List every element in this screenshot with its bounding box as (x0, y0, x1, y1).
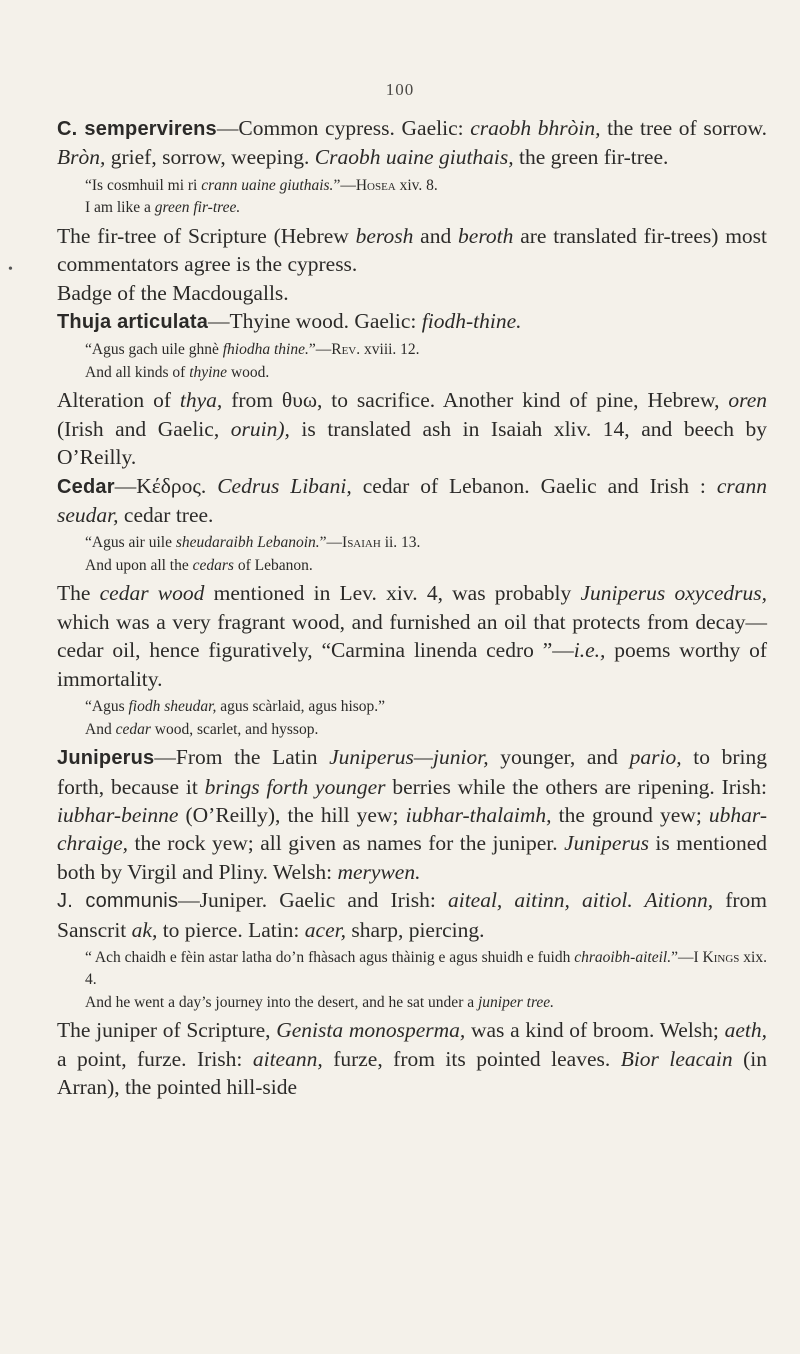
quotation-quote-agus (85, 696, 767, 741)
italic-term: cedar wood (99, 581, 205, 606)
text-run: was a kind of broom. Welsh; (465, 1018, 725, 1043)
text-run: are translated fir-trees) most commentators agree is the cypress. (57, 223, 768, 277)
quotation-quote-kings (85, 947, 767, 1015)
citation-book: Hosea (355, 176, 396, 194)
text-run: berries while the others are ripening. Irish: (385, 774, 767, 799)
italic-term: ubhar-chraige, (57, 802, 768, 856)
text-run: —Common cypress. Gaelic: (216, 116, 471, 140)
citation-book: Isaiah (342, 534, 381, 552)
text-run: ”—I (671, 948, 703, 966)
paragraph-fir-tree (57, 222, 767, 307)
italic-term: oren (728, 388, 768, 413)
text-run: xviii. 12. (360, 341, 420, 359)
italic-term: Juniperus oxycedrus, (580, 581, 767, 606)
text-run: (O’Reilly), the hill yew; (178, 802, 406, 827)
italic-term: iubhar-beinne (57, 802, 179, 827)
italic-term: fhiodha thine. (222, 341, 309, 359)
text-run: a point, furze. Irish: (57, 1046, 253, 1071)
text-run: the green fir-tree. (513, 145, 669, 170)
text-run: —Juniper. Gaelic and Irish: (178, 888, 448, 913)
text-run: cedar tree. (118, 503, 214, 528)
text-run: “Agus (85, 698, 129, 716)
text-run: And he went a day’s journey into the desert, and he sat under a (85, 993, 478, 1011)
text-run: The (57, 581, 100, 606)
italic-term: Bior leacain (620, 1046, 733, 1071)
text-run: mentioned in Lev. xiv. 4, was probably (204, 581, 581, 606)
paragraph-j-communis (57, 886, 767, 944)
citation-book: Rev. (331, 341, 361, 359)
paragraph-alteration (57, 386, 767, 471)
text-run: xix. 4. (85, 948, 767, 989)
page-body (57, 114, 767, 1102)
entry-heading: Thuja articulata (57, 311, 209, 334)
text-run: “ Ach chaidh e fèin astar latha do’n fhàsach agus thàinig e agus shuidh e fuidh (85, 948, 575, 966)
text-run: ”— (333, 176, 356, 194)
quotation-quote-isaiah (85, 532, 767, 577)
entry-heading: J. communis (57, 890, 179, 913)
text-run: to bring forth, because it (57, 745, 768, 799)
entry-heading: C. sempervirens (57, 118, 217, 140)
text-run: younger, and (488, 745, 630, 770)
text-run: —From the Latin (154, 745, 330, 770)
italic-term: fiodh sheudar, (128, 698, 217, 716)
italic-term: merywen. (337, 859, 421, 884)
text-run: xiv. 8. (395, 176, 438, 194)
italic-term: aeth, (724, 1018, 768, 1043)
text-run: ”— (308, 341, 332, 359)
text-run: the ground yew; (551, 802, 709, 827)
entry-heading: Juniperus (57, 747, 155, 770)
text-run: and (413, 223, 459, 248)
italic-term: thya, (179, 388, 223, 413)
text-run: (Irish and Gaelic, (57, 416, 231, 441)
italic-term: Craobh uaine giuthais, (314, 145, 514, 170)
text-run: “Is cosmhuil mi ri (85, 176, 202, 194)
italic-term: craobh bhròin, (470, 116, 601, 140)
quotation-quote-hosea (85, 175, 767, 220)
text-run: furze, from its pointed leaves. (322, 1046, 621, 1071)
text-run: agus scàrlaid, agus hisop.” (216, 698, 386, 716)
text-run: Alteration of (57, 388, 180, 413)
text-run: the rock yew; all given as names for the juniper. (128, 831, 565, 856)
italic-term: i.e., (573, 638, 606, 663)
italic-term: berosh (355, 223, 414, 248)
text-run: from Sanscrit (57, 888, 768, 942)
italic-term: thyine (189, 363, 228, 381)
italic-term: pario, (629, 745, 682, 770)
italic-term: cedars (192, 556, 234, 574)
text-run: And (85, 720, 116, 738)
text-run: grief, sorrow, weeping. (105, 145, 315, 170)
italic-term: green fir-tree. (154, 199, 241, 217)
paragraph-juniperus (57, 743, 767, 886)
citation-book: Kings (702, 948, 740, 966)
italic-term: beroth (458, 223, 514, 248)
italic-term: iubhar-thalaimh, (405, 802, 552, 827)
italic-term: brings forth younger (204, 774, 386, 799)
italic-term: crann seudar, (57, 473, 767, 528)
italic-term: cedar (115, 720, 151, 738)
paragraph-cedar (57, 472, 767, 530)
quotation-quote-rev (85, 339, 767, 384)
text-run: which was a very fragrant wood, and furnished an oil that protects from decay—cedar oil, hence figuratively, “Carmina linenda cedro ”— (57, 609, 767, 663)
italic-term: ak, (131, 917, 158, 942)
text-run: The juniper of Scripture, (57, 1018, 277, 1043)
text-run: I am like a (85, 199, 155, 217)
paragraph-c-sempervirens (57, 114, 767, 172)
text-run: And all kinds of (85, 363, 190, 381)
text-run: wood. (227, 363, 270, 381)
text-run: wood, scarlet, and hyssop. (150, 720, 319, 738)
text-run: ”— (319, 534, 343, 552)
text-run: —Κέδρος. (114, 473, 218, 498)
italic-term: Cedrus Libani, (217, 473, 352, 498)
text-run: (in Arran), the pointed hill-side (57, 1046, 767, 1100)
text-run: is mentioned both by Virgil and Pliny. Welsh: (57, 831, 767, 884)
italic-term: aiteann, (252, 1046, 323, 1071)
text-run: sharp, piercing. (346, 917, 485, 942)
italic-term: Bròn, (57, 145, 106, 170)
italic-term: juniper tree. (477, 993, 555, 1011)
text-run: The fir-tree of Scripture (Hebrew (57, 223, 356, 248)
paragraph-cedar-wood (57, 579, 767, 693)
text-run: is translated ash in Isaiah xliv. 14, and beech by O’Reilly. (57, 416, 767, 470)
text-run: cedar of Lebanon. Gaelic and Irish : (351, 473, 717, 498)
text-run: poems worthy of immortality. (57, 638, 767, 691)
text-run: from θυω, to sacrifice. Another kind of pine, Hebrew, (222, 388, 729, 413)
italic-term: oruin), (230, 416, 290, 441)
italic-term: fiodh-thine. (421, 309, 522, 334)
text-run: the tree of sorrow. (600, 116, 768, 140)
text-run: And upon all the (85, 556, 193, 574)
page-number: 100 (385, 80, 415, 99)
text-run: ii. 13. (380, 534, 421, 552)
text-run: Badge of the Macdougalls. (57, 280, 289, 305)
paragraph-thuja (57, 307, 767, 336)
margin-mark: • (8, 262, 13, 277)
text-run: to pierce. Latin: (157, 917, 305, 942)
italic-term: sheudaraibh Lebanoin. (175, 534, 320, 552)
entry-heading: Cedar (57, 475, 115, 498)
text-run: “Agus gach uile ghnè (85, 341, 223, 359)
italic-term: Genista monosperma, (276, 1018, 466, 1043)
italic-term: chraoibh-aiteil. (574, 948, 672, 966)
text-run: of Lebanon. (233, 556, 313, 574)
text-run: “Agus air uile (85, 534, 176, 552)
italic-term: crann uaine giuthais. (201, 176, 334, 194)
italic-term: aiteal, aitinn, aitiol. Aitionn, (447, 888, 714, 913)
paragraph-juniper-scripture (57, 1016, 767, 1101)
italic-term: Juniperus (564, 831, 649, 856)
italic-term: acer, (304, 917, 346, 942)
italic-term: Juniperus—junior, (329, 745, 489, 770)
text-run: —Thyine wood. Gaelic: (208, 309, 422, 334)
